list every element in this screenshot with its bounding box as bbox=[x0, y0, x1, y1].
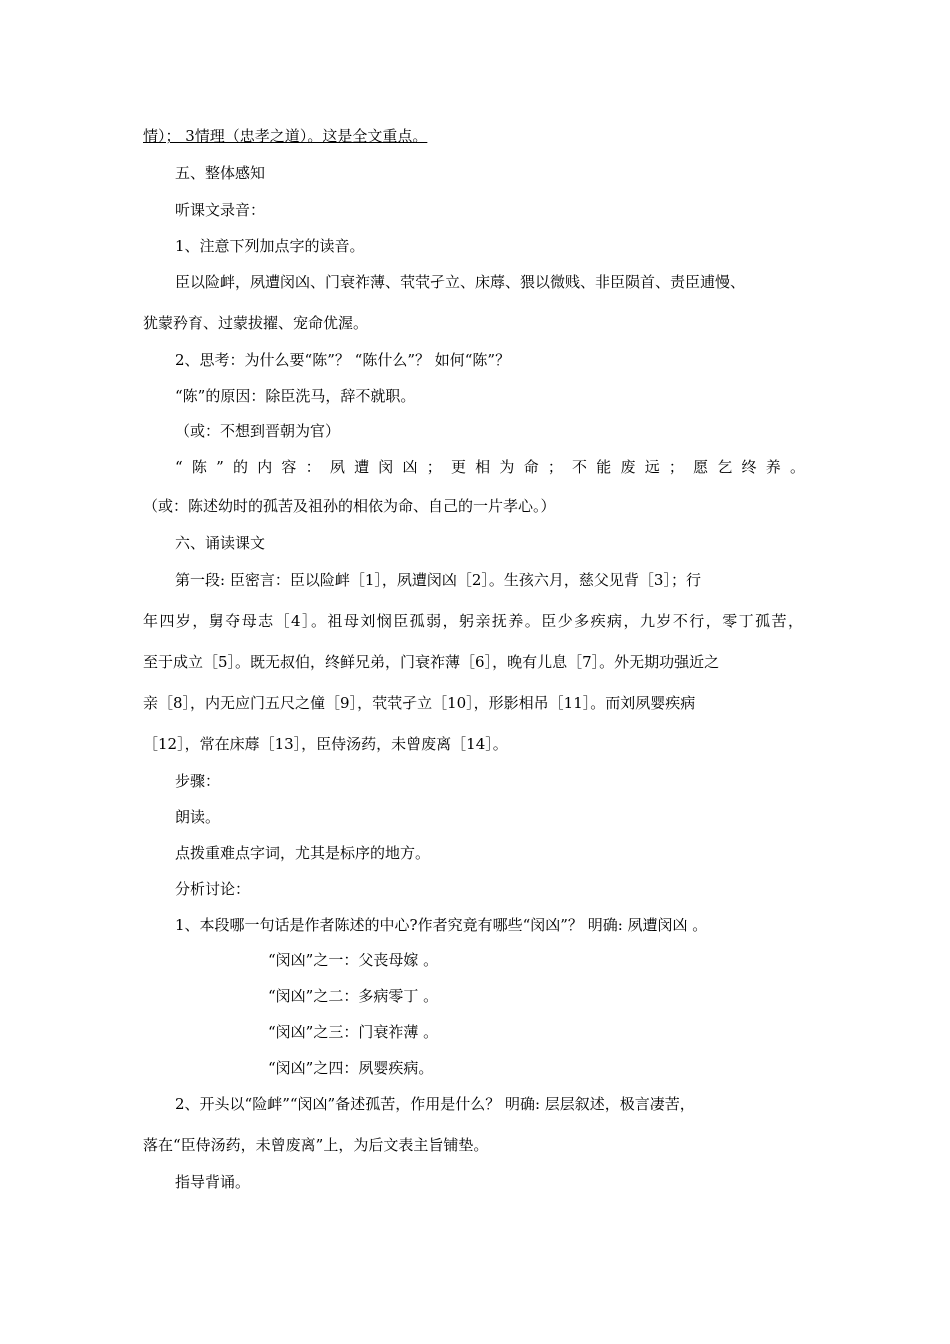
text-line: 犹蒙矜育、过蒙拔擢、宠命优渥。 bbox=[143, 314, 369, 332]
text-line: 年四岁，舅夺母志［4］。祖母刘悯臣孤弱，躬亲抚养。臣少多疾病，九岁不行，零丁孤苦， bbox=[143, 612, 803, 630]
text-line: 2、思考：为什么要“陈”？ “陈什么”？ 如何“陈”？ bbox=[175, 351, 511, 369]
text-line: 1、注意下列加点字的读音。 bbox=[175, 237, 365, 255]
text-line: 步骤： bbox=[175, 772, 221, 790]
section-heading: 六、诵读课文 bbox=[175, 534, 266, 552]
list-item: “闵凶”之四：夙婴疾病。 bbox=[268, 1059, 434, 1077]
text-line: 臣以险衅，夙遭闵凶、门衰祚薄、茕茕孑立、床蓐、猥以微贱、非臣陨首、责臣逋慢、 bbox=[175, 273, 746, 291]
text-line: 第一段: 臣密言：臣以险衅［1］，夙遭闵凶［2］。生孩六月，慈父见背［3］；行 bbox=[175, 571, 701, 589]
list-item: “闵凶”之二：多病零丁 。 bbox=[268, 987, 439, 1005]
section-heading: 五、整体感知 bbox=[175, 164, 266, 182]
text-line: 点拨重难点字词，尤其是标序的地方。 bbox=[175, 844, 431, 862]
text-line: 2、开头以“险衅”“闵凶”备述孤苦，作用是什么？ 明确: 层层叙述，极言凄苦， bbox=[175, 1095, 695, 1113]
text-line: 分析讨论： bbox=[175, 880, 251, 898]
text-line: 落在“臣侍汤药，未曾废离”上，为后文表主旨铺垫。 bbox=[143, 1136, 489, 1154]
text-line: （或：不想到晋朝为官） bbox=[175, 422, 341, 440]
text-line: 1、本段哪一句话是作者陈述的中心?作者究竟有哪些“闵凶”？ 明确: 夙遭闵凶 。 bbox=[175, 916, 708, 934]
text-line: 亲［8］，内无应门五尺之僮［9］，茕茕孑立［10］，形影相吊［11］。而刘夙婴疾病 bbox=[143, 694, 696, 712]
text-line: （或：陈述幼时的孤苦及祖孙的相依为命、自己的一片孝心。） bbox=[143, 497, 556, 515]
text-line: “陈”的内容：夙遭闵凶；更相为命；不能废远；愿乞终养。 bbox=[175, 458, 805, 476]
text-line: 听课文录音： bbox=[175, 201, 266, 219]
text-line: ［12］，常在床蓐［13］，臣侍汤药，未曾废离［14］。 bbox=[143, 735, 508, 753]
text-line: 至于成立［5］。既无叔伯，终鲜兄弟，门衰祚薄［6］，晚有儿息［7］。外无期功强近之 bbox=[143, 653, 720, 671]
list-item: “闵凶”之三：门衰祚薄 。 bbox=[268, 1023, 439, 1041]
text-line: 情）； 3情理（忠孝之道）。这是全文重点。 bbox=[143, 127, 428, 145]
list-item: “闵凶”之一：父丧母嫁 。 bbox=[268, 951, 439, 969]
text-line: 朗读。 bbox=[175, 808, 221, 826]
text-line: “陈”的原因：除臣洗马，辞不就职。 bbox=[175, 387, 416, 405]
text-line: 指导背诵。 bbox=[175, 1173, 251, 1191]
